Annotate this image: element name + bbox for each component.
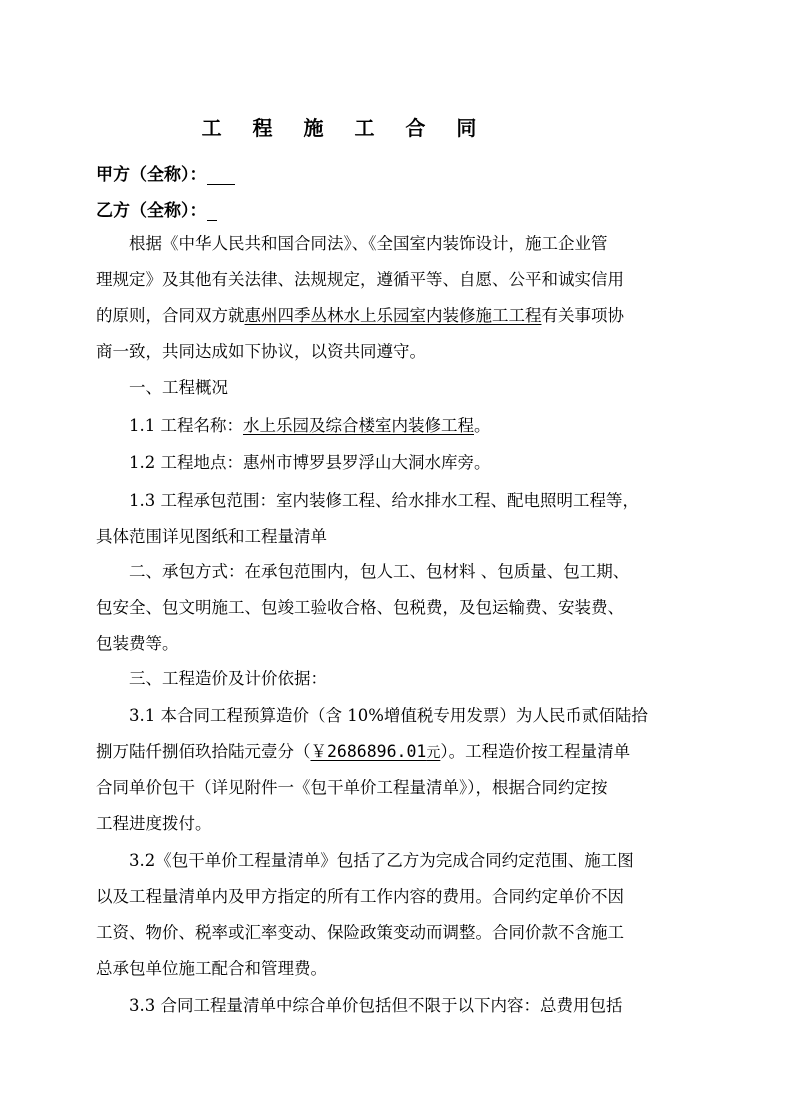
- section-3-item-2-line-3: 工资、物价、税率或汇率变动、保险政策变动而调整。合同价款不含施工: [96, 923, 624, 942]
- party-b-line: [96, 196, 217, 221]
- section-3-heading: 三、工程造价及计价依据：: [129, 669, 327, 688]
- section-1-item-3-line-2: 具体范围详见图纸和工程量清单: [96, 527, 327, 546]
- section-1-item-2: 1.2 工程地点：惠州市博罗县罗浮山大洞水库旁。: [129, 453, 491, 472]
- preamble-line-4: 商一致，共同达成如下协议，以资共同遵守。: [96, 342, 426, 361]
- item-label: 1.1 工程名称：: [129, 416, 243, 435]
- party-b-label: 乙方（全称）：: [96, 201, 207, 221]
- amount-tail: ）。工程造价按工程量清单: [440, 742, 631, 761]
- section-2-line-1: 二、承包方式：在承包范围内，包人工、包材料 、包质量、包工期、: [129, 562, 630, 581]
- section-3-item-2-line-2: 以及工程量清单内及甲方指定的所有工作内容的费用。合同约定单价不因: [96, 887, 624, 906]
- preamble-text: 的原则，合同双方就: [96, 306, 245, 325]
- section-1-item-1: [96, 409, 729, 443]
- item-end: 。: [474, 416, 491, 435]
- section-3-item-1-line-3: 合同单价包干（详见附件一《包干单价工程量清单》），根据合同约定按: [96, 778, 608, 797]
- section-3-item-1-line-2: [96, 735, 696, 770]
- section-3-item-3-line-1: 3.3 合同工程量清单中综合单价包括但不限于以下内容：总费用包括: [129, 996, 623, 1015]
- amount-figure: [311, 742, 441, 761]
- project-name: 惠州四季丛林水上乐园室内装修施工工程: [244, 306, 542, 325]
- preamble-line-2: 理规定》及其他有关法律、法规规定，遵循平等、自愿、公平和诚实信用: [96, 270, 624, 289]
- party-a-line: [96, 160, 235, 185]
- amount-value: ￥2686896.01: [310, 742, 427, 761]
- amount-words: 捌万陆仟捌佰玖拾陆元壹分（: [96, 742, 311, 761]
- section-3-item-1-line-4: 工程进度拨付。: [96, 814, 212, 833]
- section-3-item-2-line-1: 3.2《包干单价工程量清单》包括了乙方为完成合同约定范围、施工图: [129, 851, 634, 870]
- amount-unit: 元: [426, 745, 441, 761]
- section-3-item-1-line-1: 3.1 本合同工程预算造价（含 10%增值税专用发票）为人民币贰佰陆拾: [129, 706, 648, 725]
- preamble-text: 有关事项协: [541, 306, 624, 325]
- document-title: 工 程 施 工 合 同: [201, 116, 489, 140]
- section-2-line-3: 包装费等。: [96, 634, 179, 653]
- party-a-label: 甲方（全称）：: [96, 165, 207, 185]
- section-1-heading: 一、工程概况: [129, 378, 228, 397]
- preamble-line-1: 根据《中华人民共和国合同法》、《全国室内装饰设计，施工企业管: [129, 234, 608, 253]
- party-a-blank: [207, 166, 235, 185]
- section-2-line-2: 包安全、包文明施工、包竣工验收合格、包税费，及包运输费、安装费、: [96, 598, 624, 617]
- section-1-item-3-line-1: 1.3 工程承包范围：室内装修工程、给水排水工程、配电照明工程等，: [129, 491, 639, 510]
- preamble-line-3: [96, 299, 696, 333]
- section-3-item-2-line-4: 总承包单位施工配合和管理费。: [96, 959, 327, 978]
- party-b-blank: [207, 202, 217, 221]
- project-title-value: 水上乐园及综合楼室内装修工程: [243, 416, 474, 435]
